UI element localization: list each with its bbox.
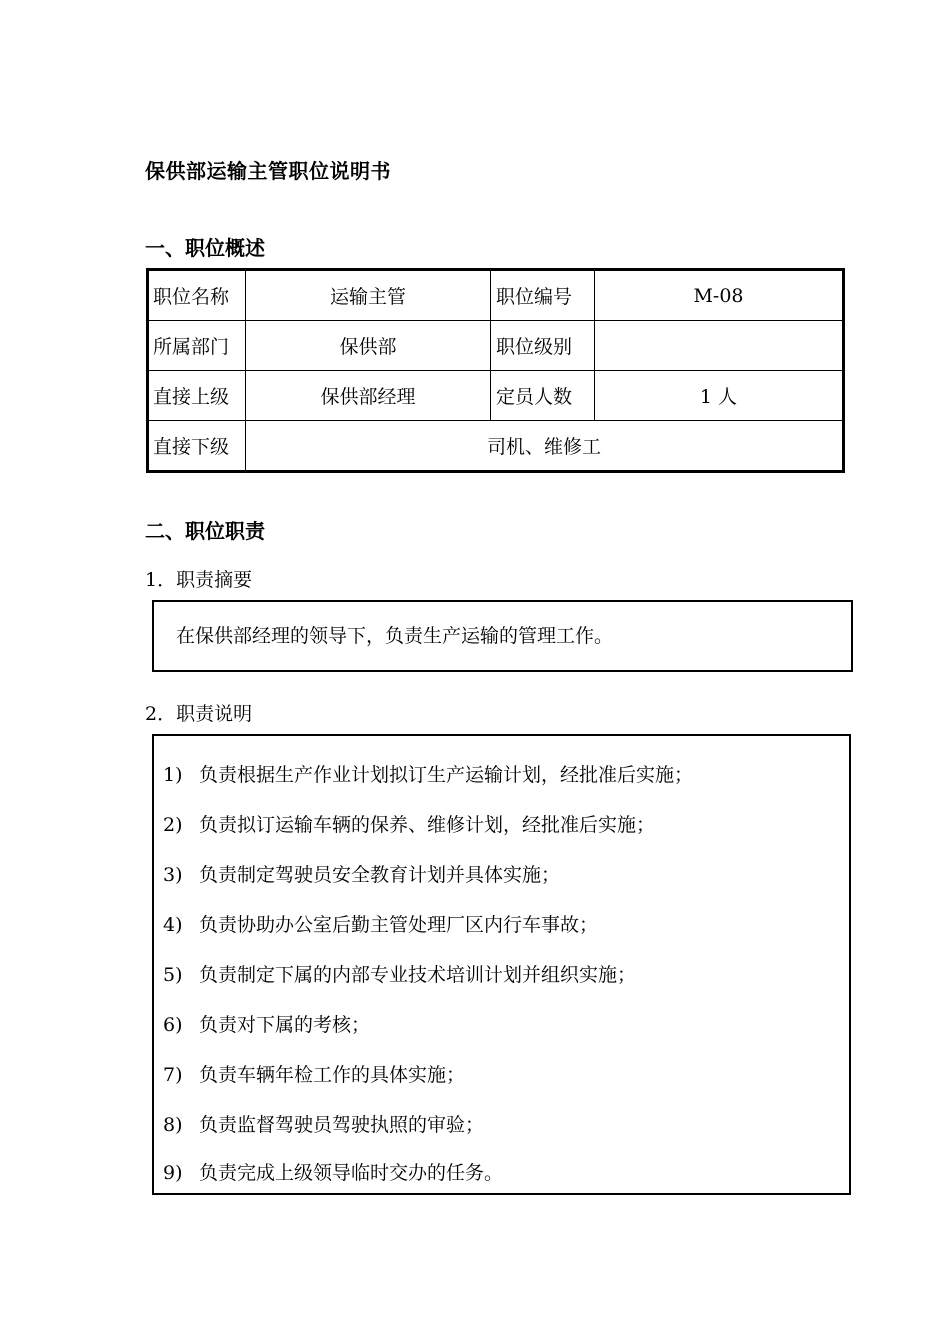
direct-subordinates-label: 直接下级: [148, 421, 246, 472]
summary-heading: 1．职责摘要: [145, 569, 253, 591]
list-item: 6) 负责对下属的考核；: [163, 1014, 371, 1036]
section-responsibilities-heading: 二、职位职责: [145, 519, 265, 543]
list-item: 1) 负责根据生产作业计划拟订生产运输计划，经批准后实施；: [163, 764, 694, 786]
summary-text: 在保供部经理的领导下，负责生产运输的管理工作。: [176, 625, 614, 647]
position-name-value: 运输主管: [246, 270, 491, 321]
direct-supervisor-label: 直接上级: [148, 371, 246, 421]
direct-subordinates-value: 司机、维修工: [246, 421, 844, 472]
position-level-value: [595, 321, 844, 371]
list-item: 4) 负责协助办公室后勤主管处理厂区内行车事故；: [163, 914, 599, 936]
direct-supervisor-value: 保供部经理: [246, 371, 491, 421]
position-overview-table: [146, 268, 845, 473]
table-row: [148, 270, 844, 321]
headcount-label: 定员人数: [491, 371, 595, 421]
list-item: 5) 负责制定下属的内部专业技术培训计划并组织实施；: [163, 964, 637, 986]
position-level-label: 职位级别: [491, 321, 595, 371]
section-overview-heading: 一、职位概述: [145, 236, 265, 260]
list-item: 7) 负责车辆年检工作的具体实施；: [163, 1064, 466, 1086]
duties-box: [152, 734, 851, 1195]
position-code-label: 职位编号: [491, 270, 595, 321]
department-value: 保供部: [246, 321, 491, 371]
headcount-value: 1 人: [595, 371, 844, 421]
table-row: [148, 421, 844, 472]
position-code-value: M-08: [595, 270, 844, 321]
position-name-label: 职位名称: [148, 270, 246, 321]
summary-box: [152, 600, 853, 672]
list-item: 9) 负责完成上级领导临时交办的任务。: [163, 1162, 504, 1184]
details-heading: 2．职责说明: [145, 703, 253, 725]
department-label: 所属部门: [148, 321, 246, 371]
list-item: 3) 负责制定驾驶员安全教育计划并具体实施；: [163, 864, 561, 886]
list-item: 2) 负责拟订运输车辆的保养、维修计划，经批准后实施；: [163, 814, 656, 836]
table-row: [148, 371, 844, 421]
list-item: 8) 负责监督驾驶员驾驶执照的审验；: [163, 1114, 485, 1136]
table-row: [148, 321, 844, 371]
document-title: 保供部运输主管职位说明书: [145, 159, 391, 183]
